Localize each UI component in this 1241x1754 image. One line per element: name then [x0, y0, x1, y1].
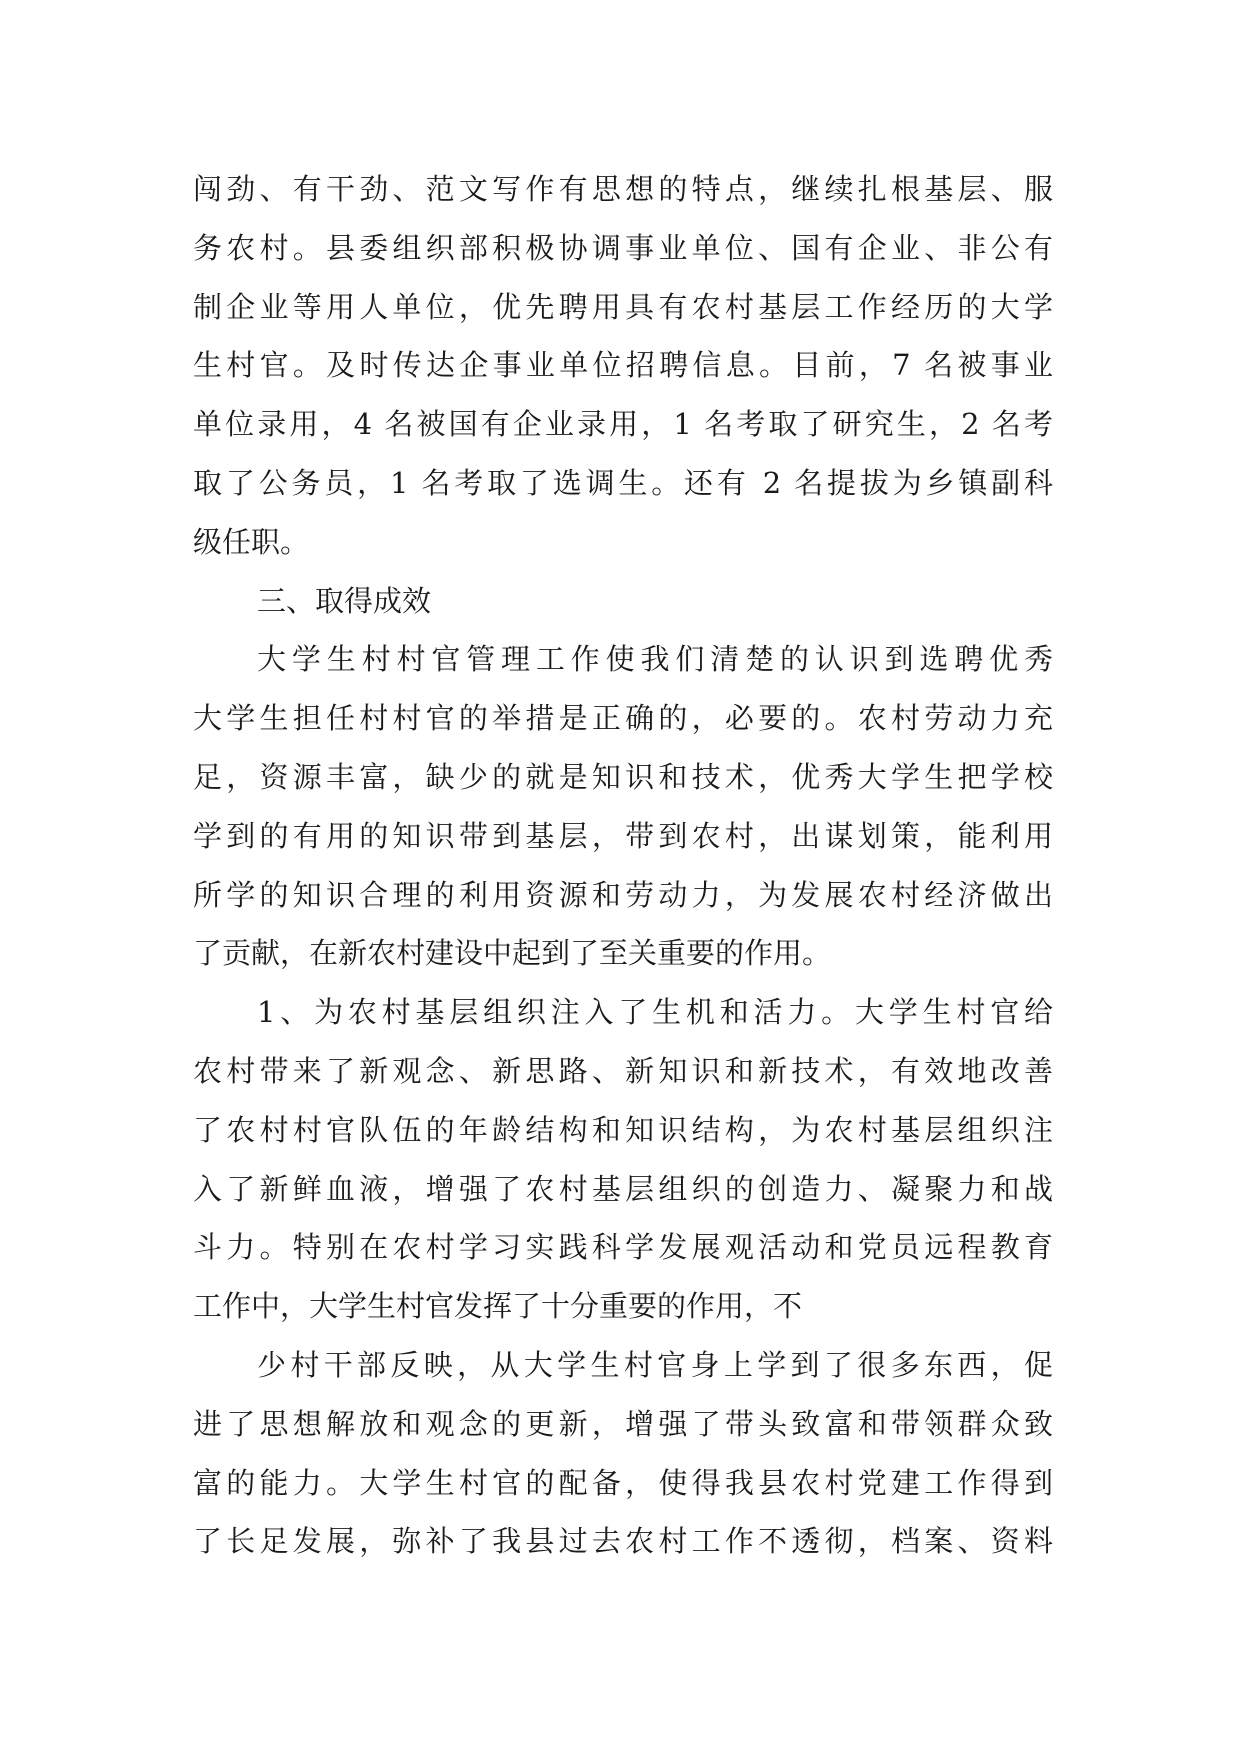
- text-line: 富的能力。大学生村官的配备，使得我县农村党建工作得到: [193, 1465, 1053, 1500]
- document-body: [193, 160, 1053, 1571]
- text-line: 学到的有用的知识带到基层，带到农村，出谋划策，能利用: [193, 818, 1053, 853]
- text-line: 了农村村官队伍的年龄结构和知识结构，为农村基层组织注: [193, 1112, 1053, 1147]
- text-line: 了长足发展，弥补了我县过去农村工作不透彻，档案、资料: [193, 1524, 1053, 1559]
- text-line: 三、取得成效: [257, 583, 432, 618]
- text-line: 大学生担任村村官的举措是正确的，必要的。农村劳动力充: [193, 701, 1053, 736]
- text-line: 大学生村村官管理工作使我们清楚的认识到选聘优秀: [257, 642, 1053, 677]
- text-line: 1、为农村基层组织注入了生机和活力。大学生村官给: [257, 995, 1053, 1030]
- text-line: 少村干部反映，从大学生村官身上学到了很多东西，促: [257, 1347, 1053, 1382]
- text-line: 单位录用，4 名被国有企业录用，1 名考取了研究生，2 名考: [193, 407, 1053, 442]
- text-line: 所学的知识合理的利用资源和劳动力，为发展农村经济做出: [193, 877, 1053, 912]
- text-line: 级任职。: [193, 524, 310, 559]
- text-line: 工作中，大学生村官发挥了十分重要的作用，不: [193, 1289, 803, 1324]
- text-line: 足，资源丰富，缺少的就是知识和技术，优秀大学生把学校: [193, 759, 1053, 794]
- text-line: 入了新鲜血液，增强了农村基层组织的创造力、凝聚力和战: [193, 1171, 1053, 1206]
- text-line: 务农村。县委组织部积极协调事业单位、国有企业、非公有: [193, 230, 1053, 265]
- text-line: 取了公务员，1 名考取了选调生。还有 2 名提拔为乡镇副科: [193, 465, 1053, 500]
- text-line: 农村带来了新观念、新思路、新知识和新技术，有效地改善: [193, 1053, 1053, 1088]
- text-line: 制企业等用人单位，优先聘用具有农村基层工作经历的大学: [193, 289, 1053, 324]
- text-line: 斗力。特别在农村学习实践科学发展观活动和党员远程教育: [193, 1230, 1053, 1265]
- text-line: 闯劲、有干劲、范文写作有思想的特点，继续扎根基层、服: [193, 172, 1053, 206]
- text-line: 了贡献，在新农村建设中起到了至关重要的作用。: [193, 936, 832, 971]
- text-line: 生村官。及时传达企事业单位招聘信息。目前，7 名被事业: [193, 348, 1053, 383]
- text-line: 进了思想解放和观念的更新，增强了带头致富和带领群众致: [193, 1406, 1053, 1441]
